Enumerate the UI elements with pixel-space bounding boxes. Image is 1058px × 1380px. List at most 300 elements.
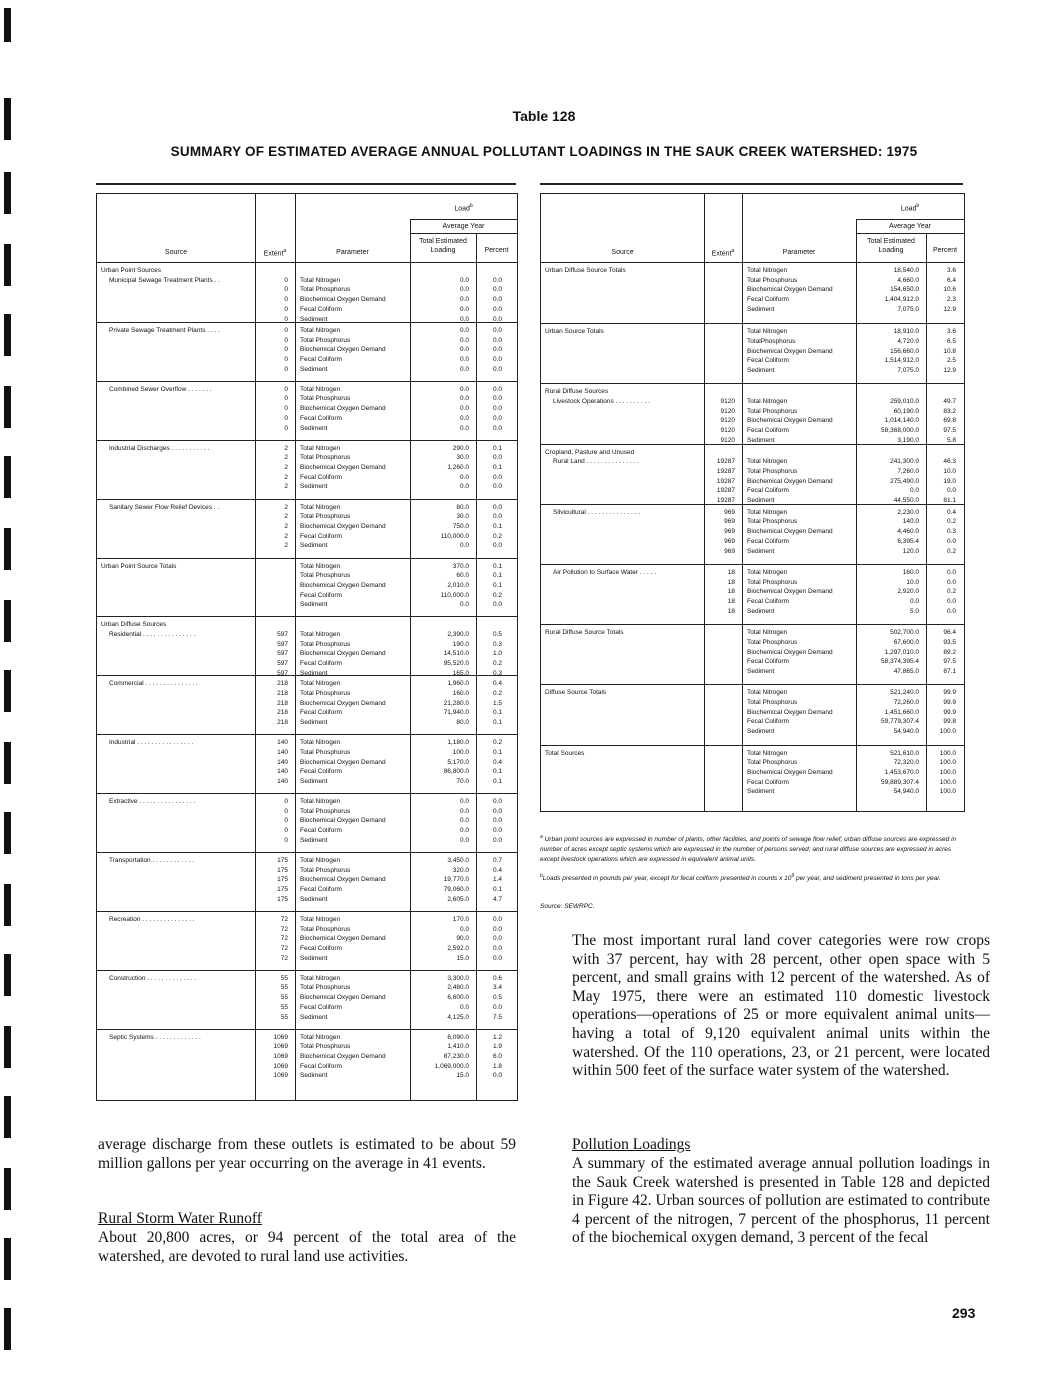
percent-cell: 0.0 <box>492 276 502 284</box>
loading-cell: 4,125.0 <box>447 1013 469 1021</box>
parameter-cell: Biochemical Oxygen Demand <box>300 876 386 884</box>
table-row <box>97 394 517 404</box>
loading-cell: 5.0 <box>909 607 919 615</box>
table-row <box>541 768 964 778</box>
table-row <box>541 327 964 337</box>
percent-cell: 100.0 <box>939 759 956 767</box>
table-row <box>97 541 517 551</box>
table-row <box>97 885 517 895</box>
extent-cell: 597 <box>277 631 288 639</box>
loading-cell: 1,451,660.0 <box>884 708 919 716</box>
percent-cell: 0.0 <box>492 454 502 462</box>
table-top-rule <box>540 183 963 185</box>
table-row <box>541 477 964 487</box>
loading-cell: 0.0 <box>459 336 469 344</box>
parameter-cell: Total Phosphorus <box>300 925 351 933</box>
header-total-estimated: Total Estimated <box>419 238 467 245</box>
table-row <box>541 749 964 759</box>
loading-cell: 4,460.0 <box>897 528 919 536</box>
loading-cell: 4,660.0 <box>897 276 919 284</box>
header-source: Source <box>611 249 634 256</box>
source-group <box>97 1029 517 1089</box>
source-group <box>97 970 517 1030</box>
extent-cell: 2 <box>284 542 288 550</box>
percent-cell: 10.0 <box>943 467 956 475</box>
extent-cell: 72 <box>280 944 288 952</box>
source-label: Private Sewage Treatment Plants . . . . <box>109 326 220 334</box>
table-row <box>97 522 517 532</box>
parameter-cell: Total Nitrogen <box>300 974 341 982</box>
percent-cell: 0.0 <box>492 385 502 393</box>
loading-cell: 2,605.0 <box>447 895 469 903</box>
table-row <box>541 266 964 276</box>
header-load: Load$^b$ <box>454 203 473 213</box>
percent-cell: 0.0 <box>492 925 502 933</box>
binder-mark <box>4 1168 11 1210</box>
percent-cell: 0.0 <box>492 542 502 550</box>
extent-cell: 140 <box>277 768 288 776</box>
percent-cell: 0.0 <box>492 935 502 943</box>
loading-cell: 44,550.0 <box>893 497 919 505</box>
extent-cell: 1069 <box>273 1053 288 1061</box>
parameter-cell: Biochemical Oxygen Demand <box>300 699 386 707</box>
loading-cell: 0.0 <box>459 414 469 422</box>
extent-cell: 1069 <box>273 1072 288 1080</box>
parameter-cell: Fecal Coliform <box>300 827 342 835</box>
percent-cell: 10.8 <box>943 347 956 355</box>
parameter-cell: Sediment <box>747 497 775 505</box>
parameter-cell: Total Phosphorus <box>300 336 351 344</box>
percent-cell: 0.1 <box>492 768 502 776</box>
source-label: Combined Sewer Overflow . . . . . . . <box>109 385 212 393</box>
percent-cell: 0.2 <box>492 591 502 599</box>
extent-cell: 72 <box>280 925 288 933</box>
table-row <box>541 508 964 518</box>
loading-cell: 0.0 <box>459 817 469 825</box>
loading-cell: 0.0 <box>459 483 469 491</box>
loading-cell: 160.0 <box>452 689 469 697</box>
parameter-cell: Total Nitrogen <box>300 1033 341 1041</box>
percent-cell: 0.1 <box>492 886 502 894</box>
extent-cell: 19287 <box>716 497 735 505</box>
parameter-cell: Sediment <box>300 1072 328 1080</box>
loading-cell: 750.0 <box>452 522 469 530</box>
parameter-cell: Sediment <box>300 954 328 962</box>
loading-cell: 2,480.0 <box>447 984 469 992</box>
parameter-cell: Total Nitrogen <box>300 915 341 923</box>
binder-mark <box>4 386 11 428</box>
loading-cell: 80.0 <box>456 719 469 727</box>
source-group <box>541 383 964 444</box>
table-header <box>97 194 517 263</box>
percent-cell: 0.3 <box>492 640 502 648</box>
extent-cell: 0 <box>284 827 288 835</box>
table-row <box>97 777 517 787</box>
percent-cell: 0.0 <box>492 601 502 609</box>
percent-cell: 1.9 <box>492 1043 502 1051</box>
table-row <box>97 444 517 454</box>
percent-cell: 0.0 <box>492 915 502 923</box>
binder-mark <box>4 1026 11 1068</box>
parameter-cell: Total Nitrogen <box>747 267 788 274</box>
percent-cell: 0.4 <box>492 680 502 688</box>
percent-cell: 6.0 <box>492 1053 502 1061</box>
extent-cell: 19287 <box>716 467 735 475</box>
extent-cell: 597 <box>277 650 288 658</box>
source-group <box>97 911 517 971</box>
table-row <box>97 482 517 492</box>
loading-cell: 110,000.0 <box>440 532 469 540</box>
parameter-cell: Fecal Coliform <box>747 487 789 495</box>
percent-cell: 0.1 <box>492 719 502 727</box>
header-loading: Loading <box>878 247 904 254</box>
loading-cell: 1,514,912.0 <box>884 357 919 365</box>
table-row <box>97 797 517 807</box>
loading-cell: 54,940.0 <box>893 728 919 736</box>
parameter-cell: Fecal Coliform <box>300 532 342 540</box>
parameter-cell: Biochemical Oxygen Demand <box>747 588 833 596</box>
source-heading: Rural Diffuse Sources <box>545 388 609 396</box>
table-row <box>97 925 517 935</box>
parameter-cell: Sediment <box>747 436 775 444</box>
source-group <box>97 734 517 794</box>
table-row <box>97 326 517 336</box>
parameter-cell: Sediment <box>300 1013 328 1021</box>
extent-cell: 55 <box>280 974 288 982</box>
header-average-year: Average Year <box>442 223 485 230</box>
parameter-cell: Biochemical Oxygen Demand <box>747 768 833 776</box>
header-average-year: Average Year <box>889 223 931 230</box>
extent-cell: 2 <box>284 503 288 511</box>
binder-mark <box>4 8 11 42</box>
table-row <box>541 276 964 286</box>
source-group <box>97 499 517 559</box>
parameter-cell: Biochemical Oxygen Demand <box>300 817 386 825</box>
extent-cell: 2 <box>284 522 288 530</box>
source-group <box>541 564 964 625</box>
percent-cell: 81.1 <box>943 497 956 505</box>
loading-cell: 160.0 <box>902 569 919 576</box>
loading-cell: 72,320.0 <box>893 759 919 767</box>
table-row <box>541 648 964 658</box>
source-heading: Urban Diffuse Source Totals <box>545 267 626 274</box>
extent-cell: 18 <box>727 578 735 586</box>
loading-cell: 0.0 <box>459 405 469 413</box>
binder-mark <box>4 742 11 784</box>
loading-cell: 140.0 <box>902 518 919 526</box>
extent-cell: 2 <box>284 454 288 462</box>
parameter-cell: Sediment <box>300 777 328 785</box>
extent-cell: 218 <box>277 719 288 727</box>
parameter-cell: Biochemical Oxygen Demand <box>747 648 833 656</box>
parameter-cell: Fecal Coliform <box>300 355 342 363</box>
loading-cell: 2,390.0 <box>447 631 469 639</box>
parameter-cell: Biochemical Oxygen Demand <box>747 417 833 425</box>
table-row <box>97 562 517 572</box>
loading-cell: 19,770.0 <box>443 876 469 884</box>
parameter-cell: Biochemical Oxygen Demand <box>300 650 386 658</box>
parameter-cell: Fecal Coliform <box>300 591 342 599</box>
source-label: Municipal Sewage Treatment Plants . . <box>109 276 220 284</box>
percent-cell: 99.9 <box>943 689 956 697</box>
loading-cell: 1,297,010.0 <box>884 648 919 656</box>
extent-cell: 0 <box>284 424 288 432</box>
table-row <box>541 717 964 727</box>
table-row <box>97 758 517 768</box>
source-heading: Rural Diffuse Source Totals <box>545 629 624 637</box>
binder-mark <box>4 600 11 642</box>
parameter-cell: Sediment <box>300 542 328 550</box>
percent-cell: 0.4 <box>492 866 502 874</box>
parameter-cell: Total Nitrogen <box>747 398 788 406</box>
parameter-cell: Total Phosphorus <box>300 1043 351 1051</box>
extent-cell: 175 <box>277 857 288 864</box>
loading-cell: 0.0 <box>459 365 469 373</box>
table-row <box>97 836 517 846</box>
loading-cell: 0.0 <box>459 601 469 609</box>
table-row <box>541 758 964 768</box>
table-row <box>97 355 517 365</box>
table-row <box>541 628 964 638</box>
parameter-cell: Total Nitrogen <box>300 857 341 864</box>
extent-cell: 175 <box>277 866 288 874</box>
parameter-cell: Fecal Coliform <box>300 886 342 894</box>
extent-cell: 0 <box>284 385 288 393</box>
loading-cell: 0.0 <box>459 276 469 284</box>
source-group <box>541 684 964 745</box>
table-row <box>97 295 517 305</box>
extent-cell: 597 <box>277 669 288 677</box>
percent-cell: 0.0 <box>492 414 502 422</box>
percent-cell: 0.1 <box>492 581 502 589</box>
percent-cell: 0.2 <box>492 689 502 697</box>
loading-cell: 15.0 <box>456 1072 469 1080</box>
table-row <box>97 659 517 669</box>
percent-cell: 83.2 <box>943 407 956 415</box>
percent-cell: 12.9 <box>943 305 956 313</box>
loading-cell: 1,410.0 <box>447 1043 469 1051</box>
percent-cell: 0.0 <box>492 513 502 521</box>
table-top-rule <box>96 183 516 185</box>
header-percent: Percent <box>484 247 509 254</box>
source-group <box>97 675 517 735</box>
parameter-cell: Biochemical Oxygen Demand <box>300 758 386 766</box>
percent-cell: 0.3 <box>492 669 502 677</box>
percent-cell: 1.5 <box>492 699 502 707</box>
table-row <box>541 397 964 407</box>
percent-cell: 87.1 <box>943 667 956 675</box>
extent-cell: 55 <box>280 1013 288 1021</box>
source-label: Sanitary Sewer Flow Relief Devices . . <box>109 503 220 511</box>
extent-cell: 0 <box>284 326 288 334</box>
percent-cell: 6.5 <box>946 337 956 345</box>
extent-cell: 2 <box>284 532 288 540</box>
extent-cell: 0 <box>284 807 288 815</box>
table-row <box>541 657 964 667</box>
extent-cell: 0 <box>284 798 288 806</box>
right-table <box>540 193 965 812</box>
percent-cell: 49.7 <box>943 398 956 406</box>
table-number: Table 128 <box>512 108 576 124</box>
percent-cell: 0.0 <box>492 483 502 491</box>
source-group <box>97 440 517 500</box>
parameter-cell: Total Phosphorus <box>747 276 798 284</box>
table-row <box>97 679 517 689</box>
loading-cell: 0.0 <box>459 424 469 432</box>
table-row <box>541 578 964 588</box>
table-row <box>541 426 964 436</box>
pollution-loadings-paragraph: A summary of the estimated average annual pollution loadings in the Sauk Creek watershed is presented in Table 128 and depicted in Figure 42. Urban sources of pollution are estimated to contribute 4 percent of the nitrogen, 7 percent of the phosphorus, 11 percent of the biochemical oxygen demand, 3 percent of the fecal <box>572 1155 990 1247</box>
table-row <box>541 727 964 737</box>
percent-cell: 0.0 <box>492 286 502 294</box>
percent-cell: 0.1 <box>492 709 502 717</box>
loading-cell: 18,910.0 <box>893 328 919 336</box>
binder-mark <box>4 1308 11 1350</box>
parameter-cell: Fecal Coliform <box>747 658 789 666</box>
parameter-cell: Total Nitrogen <box>300 739 341 747</box>
table-row <box>97 1052 517 1062</box>
loading-cell: 18,540.0 <box>893 267 919 274</box>
parameter-cell: Fecal Coliform <box>747 357 789 365</box>
loading-cell: 2,010.0 <box>447 581 469 589</box>
extent-cell: 0 <box>284 276 288 284</box>
loading-cell: 0.0 <box>909 487 919 495</box>
loading-cell: 521,240.0 <box>890 689 919 697</box>
loading-cell: 165.0 <box>452 669 469 677</box>
loading-cell: 2,592.0 <box>447 944 469 952</box>
percent-cell: 0.1 <box>492 748 502 756</box>
loading-cell: 110,000.0 <box>440 591 469 599</box>
parameter-cell: Biochemical Oxygen Demand <box>300 935 386 943</box>
table-row <box>97 276 517 286</box>
table-row <box>97 453 517 463</box>
table-row <box>97 649 517 659</box>
percent-cell: 1.4 <box>492 876 502 884</box>
loading-cell: 10.0 <box>906 578 919 586</box>
loading-cell: 170.0 <box>452 915 469 923</box>
table-header <box>541 194 964 263</box>
source-group <box>541 745 964 806</box>
loading-cell: 79,060.0 <box>443 886 469 894</box>
table-row <box>97 591 517 601</box>
percent-cell: 0.0 <box>492 1072 502 1080</box>
percent-cell: 12.9 <box>943 366 956 374</box>
extent-cell: 0 <box>284 286 288 294</box>
percent-cell: 0.0 <box>492 395 502 403</box>
table-row <box>97 895 517 905</box>
percent-cell: 46.3 <box>943 458 956 466</box>
source-group <box>541 263 964 323</box>
loading-cell: 60,190.0 <box>893 407 919 415</box>
loading-cell: 3,190.0 <box>897 436 919 444</box>
parameter-cell: Fecal Coliform <box>300 709 342 717</box>
loading-cell: 241,300.0 <box>890 458 919 466</box>
loading-cell: 275,490.0 <box>890 477 919 485</box>
table-row <box>97 473 517 483</box>
parameter-cell: Biochemical Oxygen Demand <box>747 286 833 294</box>
footnote-source: Source: SEWRPC. <box>540 903 595 910</box>
loading-cell: 58,374,395.4 <box>881 658 919 666</box>
table-row <box>97 748 517 758</box>
percent-cell: 100.0 <box>939 788 956 796</box>
parameter-cell: Sediment <box>300 424 328 432</box>
table-row <box>541 537 964 547</box>
parameter-cell: Total Phosphorus <box>300 286 351 294</box>
loading-cell: 1,960.0 <box>447 680 469 688</box>
pollution-loadings-heading: Pollution Loadings <box>572 1136 691 1153</box>
table-row <box>541 667 964 677</box>
extent-cell: 218 <box>277 709 288 717</box>
binder-mark <box>4 954 11 996</box>
loading-cell: 67,600.0 <box>893 638 919 646</box>
header-total-estimated: Total Estimated <box>867 238 915 245</box>
percent-cell: 5.8 <box>946 436 956 444</box>
parameter-cell: Sediment <box>300 315 328 323</box>
binder-mark <box>4 314 11 356</box>
table-row <box>97 1013 517 1023</box>
table-row <box>541 607 964 617</box>
parameter-cell: Biochemical Oxygen Demand <box>300 581 386 589</box>
table-row <box>541 305 964 315</box>
parameter-cell: Total Phosphorus <box>747 759 798 767</box>
binder-mark <box>4 1238 11 1280</box>
percent-cell: 0.0 <box>492 305 502 313</box>
percent-cell: 0.2 <box>492 660 502 668</box>
loading-cell: 0.0 <box>459 542 469 550</box>
percent-cell: 6.4 <box>946 276 956 284</box>
extent-cell: 18 <box>727 598 735 606</box>
source-group <box>541 323 964 384</box>
percent-cell: 0.1 <box>492 522 502 530</box>
percent-cell: 0.5 <box>492 994 502 1002</box>
parameter-cell: Fecal Coliform <box>300 1062 342 1070</box>
percent-cell: 0.1 <box>492 464 502 472</box>
extent-cell: 1069 <box>273 1062 288 1070</box>
loading-cell: 0.0 <box>459 286 469 294</box>
percent-cell: 0.0 <box>492 336 502 344</box>
percent-cell: 97.5 <box>943 427 956 435</box>
extent-cell: 969 <box>724 537 735 545</box>
rural-storm-water-paragraph: About 20,800 acres, or 94 percent of the total area of the watershed, are devoted to rural land use activities. <box>98 1229 516 1265</box>
percent-cell: 0.0 <box>492 836 502 844</box>
source-heading: Cropland, Pasture and Unused <box>545 448 635 456</box>
parameter-cell: Biochemical Oxygen Demand <box>300 994 386 1002</box>
table-row <box>97 875 517 885</box>
table-row <box>541 638 964 648</box>
table-row <box>97 414 517 424</box>
table-row <box>97 993 517 1003</box>
source-heading: Urban Diffuse Sources <box>101 621 167 629</box>
parameter-cell: Total Nitrogen <box>300 326 341 334</box>
table-row <box>97 365 517 375</box>
parameter-cell: Total Phosphorus <box>300 572 351 580</box>
source-heading: Urban Source Totals <box>545 328 604 336</box>
loading-cell: 120.0 <box>902 547 919 555</box>
table-row <box>97 285 517 295</box>
parameter-cell: Fecal Coliform <box>747 598 789 606</box>
source-label: Septic Systems . . . . . . . . . . . . . <box>109 1033 201 1041</box>
source-group <box>541 624 964 685</box>
percent-cell: 0.3 <box>946 528 956 536</box>
parameter-cell: Sediment <box>300 483 328 491</box>
source-label: Industrial Discharges . . . . . . . . . . . <box>109 444 210 452</box>
parameter-cell: Fecal Coliform <box>747 537 789 545</box>
percent-cell: 1.2 <box>492 1033 502 1041</box>
source-group <box>97 793 517 853</box>
extent-cell: 9120 <box>720 407 735 415</box>
parameter-cell: TotalPhosphorus <box>747 337 796 345</box>
loading-cell: 0.0 <box>459 326 469 334</box>
